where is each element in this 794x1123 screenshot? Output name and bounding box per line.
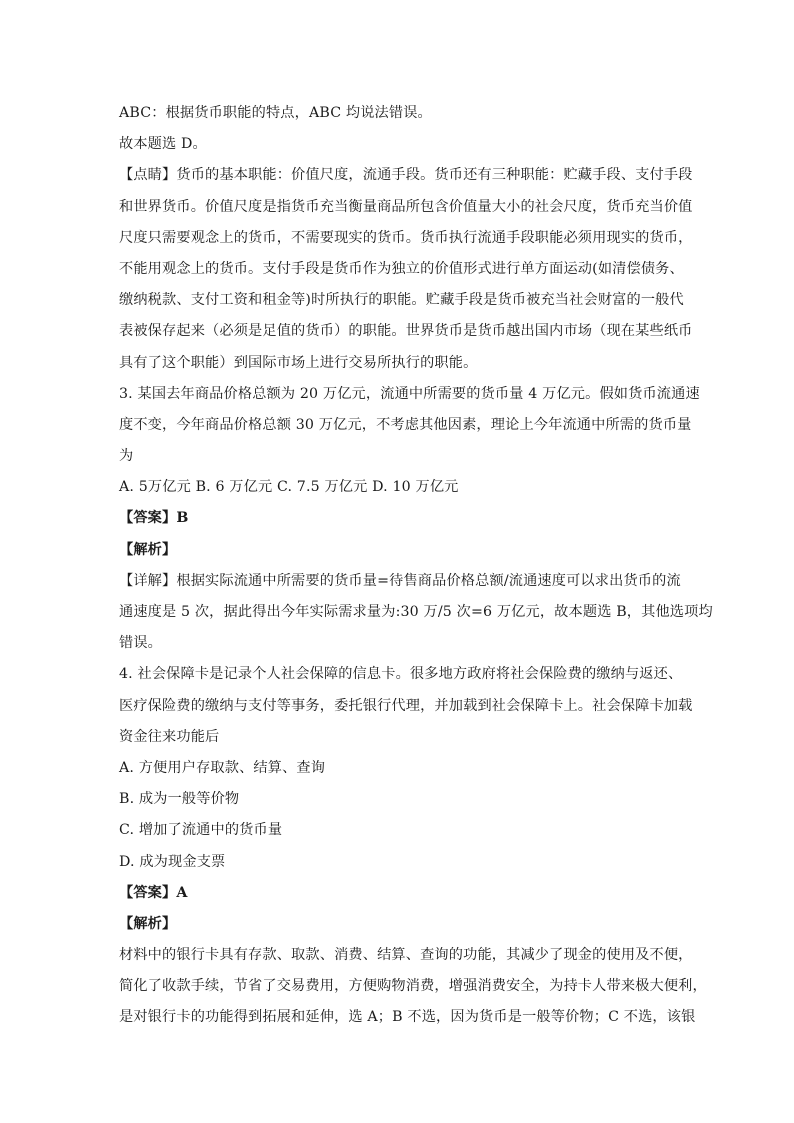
text-line: 【详解】根据实际流通中所需要的货币量=待售商品价格总额/流通速度可以求出货币的流: [119, 572, 681, 589]
text-line: 通速度是 5 次，据此得出今年实际需求量为:30 万/5 次=6 万亿元，故本题选 B，其他选项均: [119, 604, 713, 620]
options-line: A. 5万亿元 B. 6 万亿元 C. 7.5 万亿元 D. 10 万亿元: [119, 479, 459, 496]
text-line: 故本题选 D。: [119, 136, 207, 153]
analysis-label: 【解析】: [119, 915, 177, 932]
text-line: 【点睛】货币的基本职能：价值尺度，流通手段。货币还有三种职能：贮藏手段、支付手段: [119, 167, 693, 184]
text-line: ABC：根据货币职能的特点，ABC 均说法错误。: [119, 105, 432, 121]
option-d: D. 成为现金支票: [119, 853, 226, 870]
question-line: 医疗保险费的缴纳与支付等事务，委托银行代理，并加载到社会保障卡上。社会保障卡加载: [119, 697, 693, 714]
document-page: [119, 98, 713, 1034]
option-b: B. 成为一般等价物: [119, 791, 240, 808]
question-line: 为: [119, 448, 134, 465]
option-c: C. 增加了流通中的货币量: [119, 822, 283, 839]
question-line: 4. 社会保障卡是记录个人社会保障的信息卡。很多地方政府将社会保险费的缴纳与返还、: [119, 666, 683, 683]
question-line: 资金往来功能后: [119, 728, 220, 745]
text-line: 和世界货币。价值尺度是指货币充当衡量商品所包含价值量大小的社会尺度，货币充当价值: [119, 198, 693, 215]
text-line: 错误。: [119, 635, 163, 652]
text-line: 缴纳税款、支付工资和租金等)时所执行的职能。贮藏手段是货币被充当社会财富的一般代: [119, 292, 684, 309]
text-line: 尺度只需要观念上的货币，不需要现实的货币。货币执行流通手段职能必须用现实的货币，: [119, 229, 693, 246]
text-line: 是对银行卡的功能得到拓展和延伸，选 A；B 不选，因为货币是一般等价物；C 不选，该银: [119, 1009, 696, 1026]
question-line: 3. 某国去年商品价格总额为 20 万亿元，流通中所需要的货币量 4 万亿元。假如货币流通速: [119, 385, 700, 402]
answer-label: 【答案】B: [119, 510, 189, 527]
text-line: 不能用观念上的货币。支付手段是货币作为独立的价值形式进行单方面运动(如清偿债务、: [119, 260, 684, 277]
answer-label: 【答案】A: [119, 884, 188, 901]
text-line: 材料中的银行卡具有存款、取款、消费、结算、查询的功能，其减少了现金的使用及不便，: [119, 947, 693, 964]
text-line: 具有了这个职能）到国际市场上进行交易所执行的职能。: [119, 354, 478, 371]
analysis-label: 【解析】: [119, 541, 177, 558]
question-line: 度不变，今年商品价格总额 30 万亿元，不考虑其他因素，理论上今年流通中所需的货币量: [119, 416, 692, 433]
option-a: A. 方便用户存取款、结算、查询: [119, 759, 326, 776]
text-line: 简化了收款手续，节省了交易费用，方便购物消费，增强消费安全，为持卡人带来极大便利，: [119, 978, 707, 995]
text-line: 表被保存起来（必须是足值的货币）的职能。世界货币是货币越出国内市场（现在某些纸币: [119, 323, 693, 340]
